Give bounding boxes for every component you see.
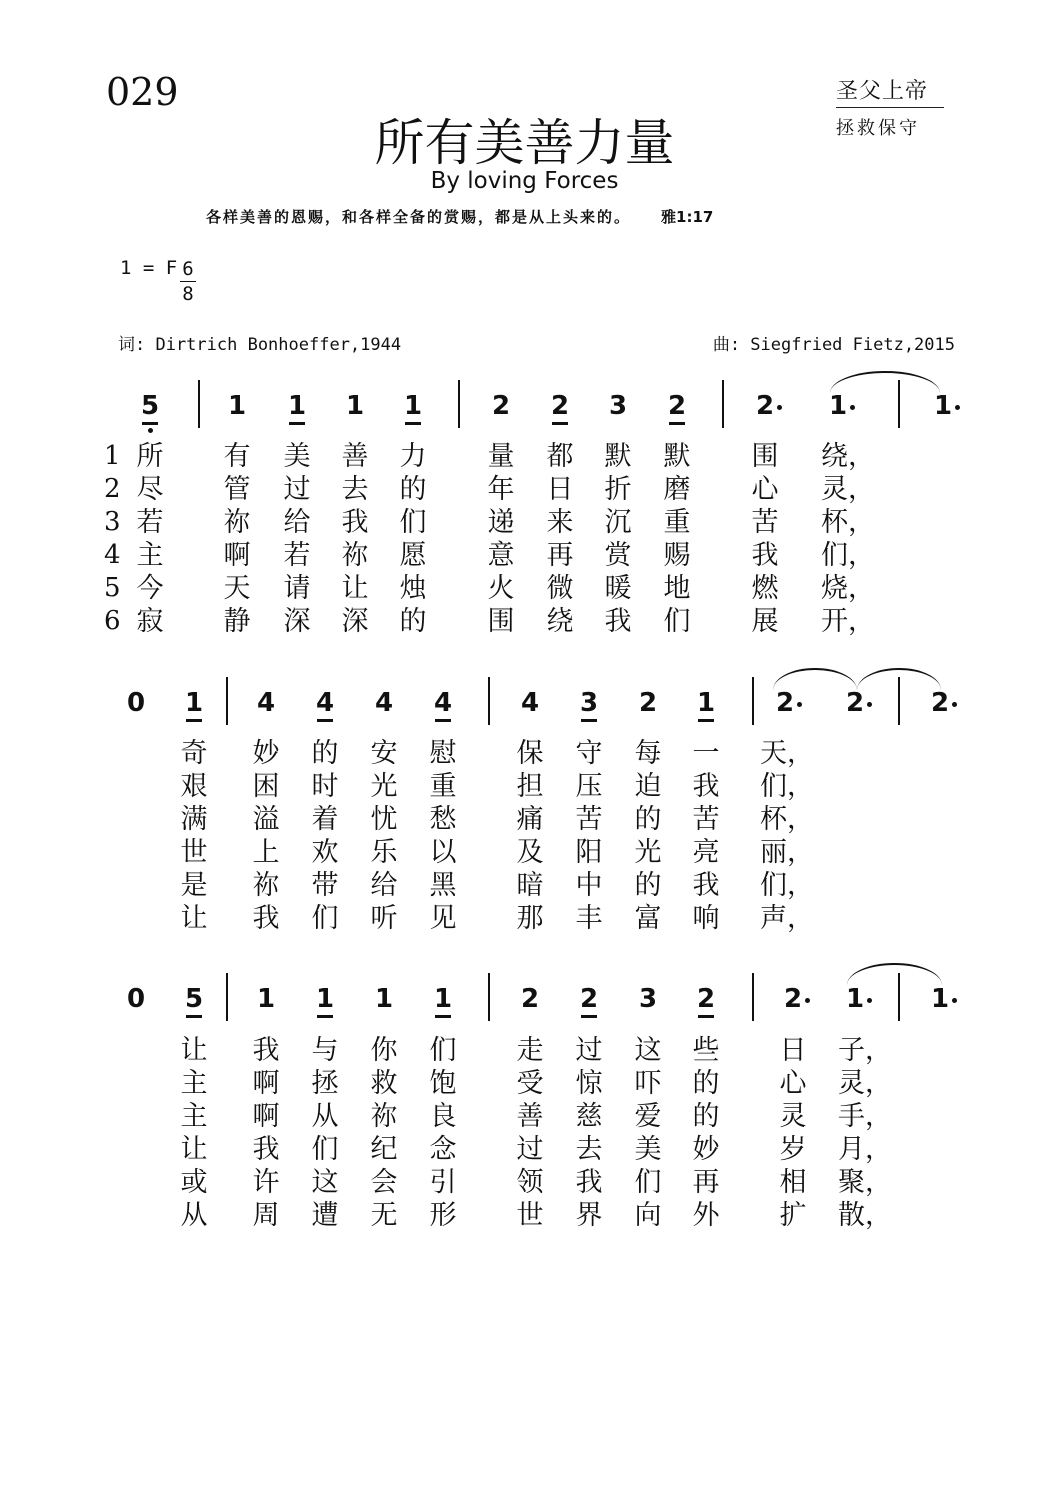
lyric-char: 主 (180, 1101, 208, 1132)
lyric-char: 重 (429, 771, 457, 802)
note: 2 (840, 688, 870, 718)
note: 3 (638, 984, 658, 1014)
lyric-char: 从 (311, 1101, 339, 1132)
lyric-char: 杯， (821, 507, 875, 538)
lyric-char: 绕 (546, 606, 574, 637)
lyric-char: 聚， (838, 1167, 892, 1198)
lyric-char: 压 (575, 771, 603, 802)
verse-number: 5 (104, 573, 121, 603)
lyric-char: 散， (838, 1200, 892, 1231)
lyric-char: 暗 (516, 870, 544, 901)
lyric-char: 手， (838, 1101, 892, 1132)
lyric-char: 奇 (180, 738, 208, 769)
scripture-verse (206, 206, 713, 227)
lyric-char: 亮 (692, 837, 720, 868)
lyric-char: 烧， (821, 573, 875, 604)
bar-line (722, 380, 724, 428)
lyric-char: 我 (751, 540, 779, 571)
lyric-char: 我 (692, 771, 720, 802)
lyric-char: 地 (663, 573, 691, 604)
lyric-char: 是 (180, 870, 208, 901)
lyric-char: 深 (341, 606, 369, 637)
tie-arc (847, 963, 942, 985)
lyric-char: 妙 (692, 1134, 720, 1165)
lyric-char: 烛 (399, 573, 427, 604)
note: 2 (662, 391, 692, 421)
lyric-char: 痛 (516, 804, 544, 835)
lyric-char: 守 (575, 738, 603, 769)
lyric-char: 光 (634, 837, 662, 868)
note: 1 (840, 984, 870, 1014)
lyric-char: 们 (634, 1167, 662, 1198)
lyric-char: 走 (516, 1035, 544, 1066)
note: 1 (310, 984, 340, 1014)
lyric-char: 的 (399, 474, 427, 505)
augmentation-dot (805, 998, 810, 1003)
lyric-char: 天 (223, 573, 251, 604)
lyric-char: 苦 (692, 804, 720, 835)
lyric-char: 啊 (223, 540, 251, 571)
lyric-char: 一 (692, 738, 720, 769)
lyric-char: 去 (575, 1134, 603, 1165)
lyric-char: 让 (180, 1035, 208, 1066)
lyric-char: 我 (692, 870, 720, 901)
note: 4 (428, 688, 458, 718)
lyric-char: 时 (311, 771, 339, 802)
lyric-char: 祢 (223, 507, 251, 538)
tie-arc (773, 668, 857, 690)
lyric-char: 静 (223, 606, 251, 637)
lyric-char: 或 (180, 1167, 208, 1198)
augmentation-dot (867, 998, 872, 1003)
lyric-char: 形 (429, 1200, 457, 1231)
lyric-char: 有 (223, 441, 251, 472)
lyric-char: 会 (370, 1167, 398, 1198)
tie-arc (857, 668, 941, 690)
note: 2 (638, 688, 658, 718)
lyric-char: 保 (516, 738, 544, 769)
category-sub: 拯救保守 (836, 118, 920, 139)
lyric-char: 今 (136, 573, 164, 604)
lyric-char: 的 (692, 1068, 720, 1099)
lyric-char: 响 (692, 903, 720, 934)
note: 4 (256, 688, 276, 718)
note: 5 (179, 984, 209, 1014)
lyric-char: 递 (487, 507, 515, 538)
bar-line (226, 973, 228, 1021)
note: 2 (545, 391, 575, 421)
lyric-char: 善 (516, 1101, 544, 1132)
lyric-char: 良 (429, 1101, 457, 1132)
lyric-char: 灵， (838, 1068, 892, 1099)
lyric-char: 与 (311, 1035, 339, 1066)
lyric-char: 爱 (634, 1101, 662, 1132)
lyric-char: 世 (516, 1200, 544, 1231)
verse-number: 2 (104, 474, 121, 504)
lyric-char: 苦 (575, 804, 603, 835)
lyric-char: 管 (223, 474, 251, 505)
lyric-char: 们， (760, 870, 814, 901)
note: 1 (398, 391, 428, 421)
lyric-char: 愁 (429, 804, 457, 835)
lyric-char: 燃 (751, 573, 779, 604)
hymn-subtitle: By loving Forces (430, 168, 619, 194)
note: 1 (928, 391, 958, 421)
lyric-char: 阳 (575, 837, 603, 868)
lyric-char: 给 (283, 507, 311, 538)
lyric-char: 的 (692, 1101, 720, 1132)
lyric-char: 那 (516, 903, 544, 934)
bar-line (488, 677, 490, 725)
lyric-char: 啊 (252, 1068, 280, 1099)
lyric-char: 美 (283, 441, 311, 472)
lyric-char: 再 (692, 1167, 720, 1198)
lyric-char: 困 (252, 771, 280, 802)
lyric-char: 以 (429, 837, 457, 868)
lyric-char: 中 (575, 870, 603, 901)
lyric-char: 愿 (399, 540, 427, 571)
lyric-char: 暖 (604, 573, 632, 604)
tie-arc (830, 371, 940, 393)
lyric-char: 心 (779, 1068, 807, 1099)
category-main: 圣父上帝 (836, 74, 944, 108)
lyric-char: 围 (751, 441, 779, 472)
key-signature (120, 257, 194, 305)
bar-line (458, 380, 460, 428)
note: 4 (520, 688, 540, 718)
lyric-char: 纪 (370, 1134, 398, 1165)
lyric-char: 及 (516, 837, 544, 868)
lyric-char: 杯， (760, 804, 814, 835)
lyric-char: 们 (399, 507, 427, 538)
lyric-char: 主 (136, 540, 164, 571)
music-credit: 曲: Siegfried Fietz,2015 (712, 335, 955, 355)
lyric-char: 些 (692, 1035, 720, 1066)
lyric-char: 都 (546, 441, 574, 472)
lyric-char: 外 (692, 1200, 720, 1231)
lyric-char: 深 (283, 606, 311, 637)
lyric-char: 这 (311, 1167, 339, 1198)
verse-number: 4 (104, 540, 121, 570)
note: 2 (750, 391, 780, 421)
lyric-char: 日 (779, 1035, 807, 1066)
note: 0 (126, 984, 146, 1014)
lyric-char: 的 (311, 738, 339, 769)
note: 0 (126, 688, 146, 718)
lyric-char: 让 (341, 573, 369, 604)
bar-line (226, 677, 228, 725)
note: 1 (823, 391, 853, 421)
augmentation-dot (952, 702, 957, 707)
lyric-char: 领 (516, 1167, 544, 1198)
augmentation-dot (952, 998, 957, 1003)
lyric-char: 火 (487, 573, 515, 604)
lyric-char: 慈 (575, 1101, 603, 1132)
lyric-char: 相 (779, 1167, 807, 1198)
lyric-char: 扩 (779, 1200, 807, 1231)
lyric-char: 听 (370, 903, 398, 934)
lyric-char: 声， (760, 903, 814, 934)
note: 1 (256, 984, 276, 1014)
lyric-char: 的 (634, 804, 662, 835)
lyric-char: 的 (634, 870, 662, 901)
lyric-char: 岁 (779, 1134, 807, 1165)
lyric-char: 惊 (575, 1068, 603, 1099)
lyric-char: 请 (283, 573, 311, 604)
lyric-char: 着 (311, 804, 339, 835)
note: 1 (428, 984, 458, 1014)
lyric-char: 默 (604, 441, 632, 472)
lyric-char: 我 (575, 1167, 603, 1198)
lyric-char: 安 (370, 738, 398, 769)
lyric-char: 丽， (760, 837, 814, 868)
lyric-char: 绕， (821, 441, 875, 472)
lyric-char: 满 (180, 804, 208, 835)
lyric-char: 吓 (634, 1068, 662, 1099)
lyric-char: 美 (634, 1134, 662, 1165)
bar-line (752, 677, 754, 725)
lyric-char: 向 (634, 1200, 662, 1231)
lyric-char: 展 (751, 606, 779, 637)
augmentation-dot (797, 702, 802, 707)
lyric-char: 来 (546, 507, 574, 538)
augmentation-dot (955, 405, 960, 410)
lyric-char: 过 (575, 1035, 603, 1066)
lyric-char: 苦 (751, 507, 779, 538)
note: 1 (691, 688, 721, 718)
lyric-char: 量 (487, 441, 515, 472)
note: 4 (374, 688, 394, 718)
lyric-char: 我 (252, 1035, 280, 1066)
note: 2 (778, 984, 808, 1014)
lyric-char: 再 (546, 540, 574, 571)
hymn-title: 所有美善力量 (374, 114, 675, 172)
lyric-char: 们 (311, 1134, 339, 1165)
time-denominator: 8 (182, 283, 194, 305)
lyric-char: 饱 (429, 1068, 457, 1099)
lyric-char: 们， (821, 540, 875, 571)
lyric-char: 们 (311, 903, 339, 934)
scripture-text: 各样美善的恩赐，和各样全备的赏赐，都是从上头来的。 (206, 208, 632, 226)
bar-line (198, 380, 200, 428)
lyric-char: 乐 (370, 837, 398, 868)
lyric-char: 围 (487, 606, 515, 637)
lyric-char: 祢 (341, 540, 369, 571)
lyric-char: 力 (399, 441, 427, 472)
lyric-char: 救 (370, 1068, 398, 1099)
scripture-reference: 雅1:17 (661, 208, 714, 226)
lyric-char: 丰 (575, 903, 603, 934)
bar-line (752, 973, 754, 1021)
lyric-char: 们 (663, 606, 691, 637)
lyric-char: 从 (180, 1200, 208, 1231)
lyric-char: 意 (487, 540, 515, 571)
note: 2 (491, 391, 511, 421)
lyric-char: 若 (283, 540, 311, 571)
lyric-char: 你 (370, 1035, 398, 1066)
note: 2 (574, 984, 604, 1014)
note: 2 (770, 688, 800, 718)
lyric-char: 这 (634, 1035, 662, 1066)
note: 1 (282, 391, 312, 421)
note: 1 (925, 984, 955, 1014)
lyric-char: 欢 (311, 837, 339, 868)
lyric-char: 微 (546, 573, 574, 604)
augmentation-dot (867, 702, 872, 707)
lyric-char: 我 (341, 507, 369, 538)
note: 1 (179, 688, 209, 718)
lyric-char: 沉 (604, 507, 632, 538)
lyric-char: 引 (429, 1167, 457, 1198)
time-numerator: 6 (180, 257, 196, 282)
lyric-char: 月， (838, 1134, 892, 1165)
lyric-char: 界 (575, 1200, 603, 1231)
lyric-char: 重 (663, 507, 691, 538)
lyric-char: 遭 (311, 1200, 339, 1231)
lyric-char: 世 (180, 837, 208, 868)
lyric-char: 拯 (311, 1068, 339, 1099)
lyric-char: 光 (370, 771, 398, 802)
note: 2 (925, 688, 955, 718)
note: 1 (345, 391, 365, 421)
lyric-char: 心 (751, 474, 779, 505)
lyric-char: 让 (180, 903, 208, 934)
note: 1 (374, 984, 394, 1014)
lyric-char: 啊 (252, 1101, 280, 1132)
lyric-char: 默 (663, 441, 691, 472)
lyric-char: 去 (341, 474, 369, 505)
lyric-char: 尽 (136, 474, 164, 505)
lyric-char: 给 (370, 870, 398, 901)
lyric-char: 子， (838, 1035, 892, 1066)
lyric-char: 周 (252, 1200, 280, 1231)
lyric-char: 们， (760, 771, 814, 802)
hymn-number: 029 (106, 70, 179, 114)
lyric-char: 祢 (370, 1101, 398, 1132)
lyric-char: 开， (821, 606, 875, 637)
note: 1 (227, 391, 247, 421)
lyric-char: 若 (136, 507, 164, 538)
lyric-char: 我 (252, 903, 280, 934)
note: 3 (608, 391, 628, 421)
augmentation-dot (850, 405, 855, 410)
lyric-char: 上 (252, 837, 280, 868)
lyric-char: 年 (487, 474, 515, 505)
lyric-char: 溢 (252, 804, 280, 835)
lyric-char: 所 (136, 441, 164, 472)
lyric-char: 我 (604, 606, 632, 637)
lyric-char: 许 (252, 1167, 280, 1198)
lyric-char: 艰 (180, 771, 208, 802)
lyric-char: 善 (341, 441, 369, 472)
note: 2 (520, 984, 540, 1014)
verse-number: 6 (104, 606, 121, 636)
lyric-char: 祢 (252, 870, 280, 901)
lyric-char: 过 (283, 474, 311, 505)
lyric-char: 的 (399, 606, 427, 637)
lyric-char: 让 (180, 1134, 208, 1165)
lyric-char: 们 (429, 1035, 457, 1066)
lyric-char: 担 (516, 771, 544, 802)
lyric-char: 折 (604, 474, 632, 505)
lyric-char: 富 (634, 903, 662, 934)
lyric-char: 无 (370, 1200, 398, 1231)
time-signature (180, 257, 196, 306)
bar-line (488, 973, 490, 1021)
lyric-char: 慰 (429, 738, 457, 769)
lyric-char: 见 (429, 903, 457, 934)
verse-number: 3 (104, 507, 121, 537)
lyric-char: 过 (516, 1134, 544, 1165)
note: 2 (691, 984, 721, 1014)
lyric-char: 妙 (252, 738, 280, 769)
lyric-char: 赐 (663, 540, 691, 571)
verse-number: 1 (104, 441, 121, 471)
note: 5 (135, 391, 165, 421)
lyric-char: 赏 (604, 540, 632, 571)
augmentation-dot (777, 405, 782, 410)
lyric-char: 黑 (429, 870, 457, 901)
lyric-char: 日 (546, 474, 574, 505)
lyric-char: 念 (429, 1134, 457, 1165)
lyric-char: 天， (760, 738, 814, 769)
note: 3 (574, 688, 604, 718)
lyric-char: 忧 (370, 804, 398, 835)
lyric-char: 灵， (821, 474, 875, 505)
note: 4 (310, 688, 340, 718)
lyric-char: 磨 (663, 474, 691, 505)
lyric-char: 我 (252, 1134, 280, 1165)
lyric-char: 主 (180, 1068, 208, 1099)
lyric-char: 灵 (779, 1101, 807, 1132)
key-label: 1 = F (120, 257, 178, 279)
lyrics-credit: 词: Dirtrich Bonhoeffer,1944 (118, 335, 402, 355)
lyric-char: 受 (516, 1068, 544, 1099)
lyric-char: 每 (634, 738, 662, 769)
lyric-char: 寂 (136, 606, 164, 637)
lyric-char: 迫 (634, 771, 662, 802)
lyric-char: 带 (311, 870, 339, 901)
